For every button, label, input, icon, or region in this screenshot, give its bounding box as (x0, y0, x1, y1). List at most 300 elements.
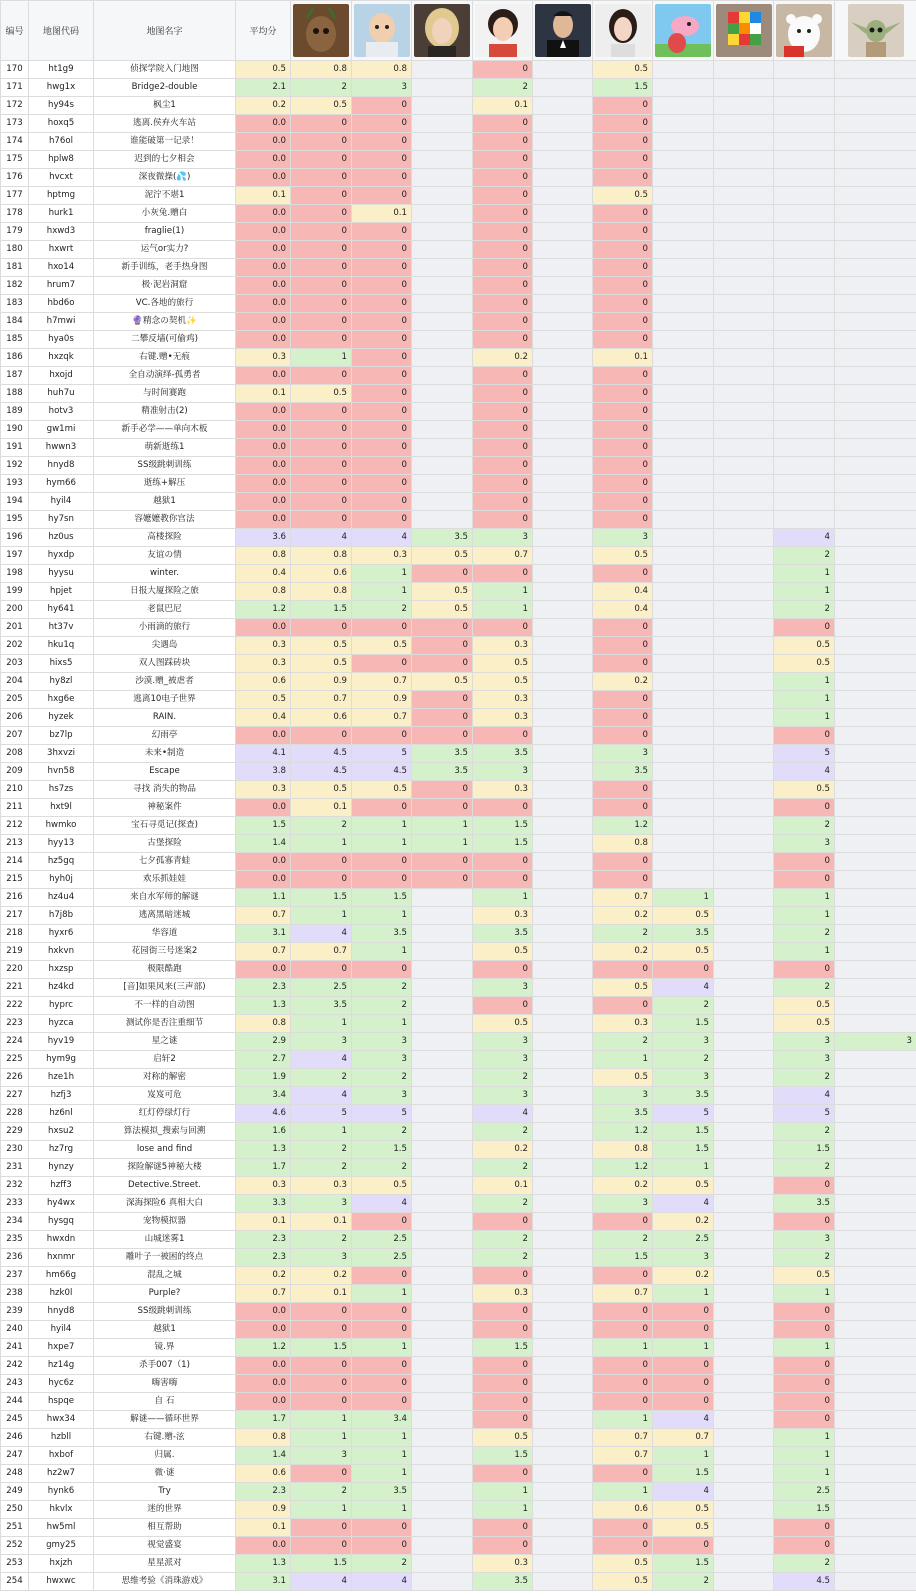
player-score-cell[interactable] (653, 673, 714, 691)
average-score-cell[interactable]: 0.0 (236, 259, 291, 277)
player-score-cell[interactable] (533, 997, 593, 1015)
map-name-cell[interactable]: 混乱之城 (94, 1267, 236, 1285)
player-score-cell[interactable]: 0 (352, 1303, 412, 1321)
player-score-cell[interactable] (835, 691, 916, 709)
player-score-cell[interactable]: 0 (653, 1357, 714, 1375)
average-score-cell[interactable]: 0.1 (236, 385, 291, 403)
player-score-cell[interactable]: 0 (473, 493, 533, 511)
player-score-cell[interactable]: 0.6 (291, 565, 352, 583)
player-score-cell[interactable] (533, 1375, 593, 1393)
player-score-cell[interactable] (714, 1447, 774, 1465)
player-score-cell[interactable]: 0 (653, 961, 714, 979)
player-score-cell[interactable] (412, 1501, 473, 1519)
player-score-cell[interactable]: 0 (291, 187, 352, 205)
table-row[interactable] (1, 997, 916, 1015)
player-score-cell[interactable]: 0 (593, 799, 653, 817)
player-score-cell[interactable]: 0.5 (352, 781, 412, 799)
player-score-cell[interactable]: 3 (291, 1249, 352, 1267)
player-score-cell[interactable]: 2 (774, 547, 835, 565)
table-row[interactable] (1, 187, 916, 205)
table-row[interactable] (1, 97, 916, 115)
player-score-cell[interactable]: 1.5 (473, 817, 533, 835)
player-score-cell[interactable]: 4.5 (774, 1573, 835, 1591)
average-score-cell[interactable]: 3.6 (236, 529, 291, 547)
player-score-cell[interactable]: 1 (352, 1501, 412, 1519)
player-score-cell[interactable]: 3 (352, 1087, 412, 1105)
player-score-cell[interactable] (835, 331, 916, 349)
player-score-cell[interactable] (412, 511, 473, 529)
row-id-cell[interactable]: 188 (1, 385, 29, 403)
player-score-cell[interactable]: 0 (593, 511, 653, 529)
table-row[interactable] (1, 1411, 916, 1429)
player-score-cell[interactable] (533, 637, 593, 655)
player-score-cell[interactable] (412, 1177, 473, 1195)
player-score-cell[interactable]: 0 (352, 187, 412, 205)
map-code-cell[interactable]: hwx34 (29, 1411, 94, 1429)
row-id-cell[interactable]: 216 (1, 889, 29, 907)
player-score-cell[interactable]: 0.7 (352, 709, 412, 727)
player-score-cell[interactable]: 0 (473, 61, 533, 79)
player-score-cell[interactable] (835, 223, 916, 241)
player-score-cell[interactable]: 0 (352, 727, 412, 745)
row-id-cell[interactable]: 204 (1, 673, 29, 691)
row-id-cell[interactable]: 222 (1, 997, 29, 1015)
player-score-cell[interactable] (835, 1411, 916, 1429)
player-score-cell[interactable]: 0 (593, 727, 653, 745)
table-row[interactable] (1, 1051, 916, 1069)
player-score-cell[interactable] (653, 187, 714, 205)
average-score-cell[interactable]: 1.2 (236, 601, 291, 619)
table-row[interactable] (1, 1141, 916, 1159)
player-score-cell[interactable] (835, 1483, 916, 1501)
player-score-cell[interactable] (653, 439, 714, 457)
player-score-cell[interactable] (714, 1519, 774, 1537)
player-score-cell[interactable]: 2 (291, 79, 352, 97)
average-score-cell[interactable]: 2.3 (236, 1249, 291, 1267)
average-score-cell[interactable]: 0.0 (236, 421, 291, 439)
player-score-cell[interactable] (653, 637, 714, 655)
average-score-cell[interactable]: 0.0 (236, 1393, 291, 1411)
row-id-cell[interactable]: 189 (1, 403, 29, 421)
row-id-cell[interactable]: 252 (1, 1537, 29, 1555)
average-score-cell[interactable]: 0.0 (236, 1375, 291, 1393)
table-row[interactable] (1, 259, 916, 277)
table-row[interactable] (1, 943, 916, 961)
player-score-cell[interactable]: 0 (593, 691, 653, 709)
player-score-cell[interactable] (533, 889, 593, 907)
table-row[interactable] (1, 1069, 916, 1087)
player-score-cell[interactable] (533, 259, 593, 277)
player-score-cell[interactable]: 0 (473, 403, 533, 421)
average-score-cell[interactable]: 4.1 (236, 745, 291, 763)
player-score-cell[interactable]: 2 (473, 79, 533, 97)
map-name-cell[interactable]: 花园街三号迷案2 (94, 943, 236, 961)
player-score-cell[interactable]: 4 (352, 1573, 412, 1591)
player-score-cell[interactable]: 1 (774, 691, 835, 709)
player-score-cell[interactable]: 2 (653, 1573, 714, 1591)
player-score-cell[interactable]: 1 (352, 835, 412, 853)
player-score-cell[interactable] (835, 295, 916, 313)
row-id-cell[interactable]: 220 (1, 961, 29, 979)
player-score-cell[interactable] (533, 781, 593, 799)
player-score-cell[interactable]: 1 (291, 1501, 352, 1519)
map-code-cell[interactable]: hyv19 (29, 1033, 94, 1051)
player-score-cell[interactable]: 3 (291, 1447, 352, 1465)
player-score-cell[interactable] (774, 349, 835, 367)
player-score-cell[interactable]: 1 (473, 1501, 533, 1519)
table-row[interactable] (1, 115, 916, 133)
player-score-cell[interactable] (412, 151, 473, 169)
player-score-cell[interactable]: 0.2 (593, 907, 653, 925)
player-score-cell[interactable] (653, 871, 714, 889)
map-code-cell[interactable]: hptmg (29, 187, 94, 205)
player-score-cell[interactable] (774, 475, 835, 493)
row-id-cell[interactable]: 200 (1, 601, 29, 619)
player-score-cell[interactable] (714, 1159, 774, 1177)
player-score-cell[interactable] (835, 1087, 916, 1105)
player-score-cell[interactable] (653, 205, 714, 223)
player-score-cell[interactable] (714, 1501, 774, 1519)
row-id-cell[interactable]: 210 (1, 781, 29, 799)
map-name-cell[interactable]: 容嬷嬷教你宫法 (94, 511, 236, 529)
player-score-cell[interactable]: 1 (352, 1429, 412, 1447)
table-row[interactable] (1, 1249, 916, 1267)
player-score-cell[interactable]: 0 (352, 1375, 412, 1393)
player-score-cell[interactable]: 0 (593, 457, 653, 475)
player-score-cell[interactable]: 0 (593, 367, 653, 385)
map-code-cell[interactable]: hz6nl (29, 1105, 94, 1123)
table-row[interactable] (1, 349, 916, 367)
player-score-cell[interactable] (653, 853, 714, 871)
map-name-cell[interactable]: Detective.Street. (94, 1177, 236, 1195)
average-score-cell[interactable]: 0.0 (236, 133, 291, 151)
player-score-cell[interactable] (533, 1213, 593, 1231)
player-score-cell[interactable]: 1.5 (653, 1555, 714, 1573)
map-name-cell[interactable]: 归属. (94, 1447, 236, 1465)
player-score-cell[interactable] (714, 979, 774, 997)
map-name-cell[interactable]: 谁能破第一记录！ (94, 133, 236, 151)
table-row[interactable] (1, 457, 916, 475)
player-score-cell[interactable] (533, 1357, 593, 1375)
player-score-cell[interactable] (714, 997, 774, 1015)
player-score-cell[interactable]: 0 (352, 475, 412, 493)
average-score-cell[interactable]: 0.8 (236, 583, 291, 601)
table-row[interactable] (1, 1537, 916, 1555)
player-score-cell[interactable]: 2 (291, 1231, 352, 1249)
player-score-cell[interactable] (835, 475, 916, 493)
table-row[interactable] (1, 1105, 916, 1123)
row-id-cell[interactable]: 197 (1, 547, 29, 565)
player-score-cell[interactable] (533, 493, 593, 511)
player-score-cell[interactable]: 0.5 (593, 187, 653, 205)
player-score-cell[interactable] (412, 1447, 473, 1465)
player-score-cell[interactable] (774, 457, 835, 475)
map-code-cell[interactable]: hxkvn (29, 943, 94, 961)
player-score-cell[interactable] (653, 349, 714, 367)
player-score-cell[interactable]: 3 (593, 1195, 653, 1213)
player-score-cell[interactable]: 0 (593, 871, 653, 889)
player-score-cell[interactable]: 0 (774, 871, 835, 889)
table-row[interactable] (1, 691, 916, 709)
player-score-cell[interactable] (533, 367, 593, 385)
player-score-cell[interactable]: 0 (352, 961, 412, 979)
table-row[interactable] (1, 1303, 916, 1321)
player-score-cell[interactable] (774, 205, 835, 223)
player-score-cell[interactable] (533, 349, 593, 367)
player-score-cell[interactable]: 0.5 (774, 1267, 835, 1285)
player-score-cell[interactable]: 0 (412, 871, 473, 889)
player-score-cell[interactable]: 1 (653, 1159, 714, 1177)
player-score-cell[interactable]: 1 (473, 1483, 533, 1501)
player-score-cell[interactable] (412, 1393, 473, 1411)
player-score-cell[interactable]: 0 (352, 1213, 412, 1231)
player-score-cell[interactable] (412, 403, 473, 421)
average-score-cell[interactable]: 0.0 (236, 493, 291, 511)
player-score-cell[interactable]: 0.5 (412, 583, 473, 601)
player-score-cell[interactable] (835, 565, 916, 583)
player-score-cell[interactable] (412, 493, 473, 511)
player-score-cell[interactable]: 2 (352, 601, 412, 619)
map-name-cell[interactable]: 深夜微操(💦) (94, 169, 236, 187)
table-row[interactable] (1, 1573, 916, 1591)
map-name-cell[interactable]: 寻找 消失的物品 (94, 781, 236, 799)
player-score-cell[interactable] (774, 385, 835, 403)
player-score-cell[interactable] (774, 331, 835, 349)
row-id-cell[interactable]: 186 (1, 349, 29, 367)
player-score-cell[interactable]: 0 (352, 115, 412, 133)
map-name-cell[interactable]: 星之谜 (94, 1033, 236, 1051)
player-score-cell[interactable] (714, 1573, 774, 1591)
map-code-cell[interactable]: hrum7 (29, 277, 94, 295)
player-score-cell[interactable]: 2 (473, 1069, 533, 1087)
player-score-cell[interactable] (714, 853, 774, 871)
player-score-cell[interactable]: 0 (473, 259, 533, 277)
player-score-cell[interactable]: 1 (774, 673, 835, 691)
player-score-cell[interactable] (533, 1177, 593, 1195)
player-score-cell[interactable] (835, 1555, 916, 1573)
player-score-cell[interactable]: 1 (352, 1447, 412, 1465)
player-score-cell[interactable]: 3 (473, 1051, 533, 1069)
player-score-cell[interactable]: 1 (774, 709, 835, 727)
player-score-cell[interactable]: 3.5 (352, 925, 412, 943)
player-score-cell[interactable] (412, 1123, 473, 1141)
player-score-cell[interactable] (533, 205, 593, 223)
player-score-cell[interactable] (533, 385, 593, 403)
average-score-cell[interactable]: 0.4 (236, 565, 291, 583)
player-score-cell[interactable]: 0 (352, 169, 412, 187)
player-score-cell[interactable] (653, 421, 714, 439)
player-score-cell[interactable] (835, 349, 916, 367)
player-score-cell[interactable] (714, 889, 774, 907)
map-name-cell[interactable]: 日报大厦探险之旅 (94, 583, 236, 601)
player-score-cell[interactable] (653, 619, 714, 637)
player-score-cell[interactable] (653, 511, 714, 529)
player-score-cell[interactable]: 0.7 (352, 673, 412, 691)
player-score-cell[interactable]: 1.5 (473, 835, 533, 853)
table-row[interactable] (1, 151, 916, 169)
map-name-cell[interactable]: 高楼探险 (94, 529, 236, 547)
row-id-cell[interactable]: 227 (1, 1087, 29, 1105)
player-score-cell[interactable]: 2 (774, 601, 835, 619)
map-code-cell[interactable]: hpjet (29, 583, 94, 601)
player-column-1[interactable] (291, 1, 352, 61)
table-row[interactable] (1, 385, 916, 403)
table-row[interactable] (1, 61, 916, 79)
player-score-cell[interactable]: 0.5 (593, 1069, 653, 1087)
player-score-cell[interactable]: 0 (593, 997, 653, 1015)
player-score-cell[interactable]: 0.5 (774, 1015, 835, 1033)
map-code-cell[interactable]: hxpe7 (29, 1339, 94, 1357)
player-score-cell[interactable] (533, 655, 593, 673)
map-name-cell[interactable]: 逃离.侯弃火车站 (94, 115, 236, 133)
map-code-cell[interactable]: hyysu (29, 565, 94, 583)
player-score-cell[interactable]: 0 (653, 1375, 714, 1393)
player-score-cell[interactable] (835, 925, 916, 943)
average-score-cell[interactable]: 0.0 (236, 277, 291, 295)
player-score-cell[interactable]: 0.5 (774, 637, 835, 655)
player-score-cell[interactable] (835, 1339, 916, 1357)
player-score-cell[interactable] (774, 79, 835, 97)
player-score-cell[interactable]: 0 (291, 1357, 352, 1375)
player-score-cell[interactable]: 5 (774, 1105, 835, 1123)
player-score-cell[interactable] (533, 907, 593, 925)
player-score-cell[interactable] (714, 385, 774, 403)
player-score-cell[interactable]: 0.9 (291, 673, 352, 691)
map-code-cell[interactable]: hbd6o (29, 295, 94, 313)
player-score-cell[interactable]: 0.5 (593, 1573, 653, 1591)
player-score-cell[interactable]: 3.5 (653, 925, 714, 943)
player-column-5[interactable] (533, 1, 593, 61)
average-score-cell[interactable]: 0.0 (236, 799, 291, 817)
player-score-cell[interactable] (533, 313, 593, 331)
average-score-cell[interactable]: 4.6 (236, 1105, 291, 1123)
map-code-cell[interactable]: hzbll (29, 1429, 94, 1447)
player-score-cell[interactable]: 0 (593, 277, 653, 295)
player-score-cell[interactable]: 0 (774, 1537, 835, 1555)
player-score-cell[interactable]: 0 (593, 853, 653, 871)
player-score-cell[interactable] (774, 277, 835, 295)
player-score-cell[interactable] (412, 61, 473, 79)
player-score-cell[interactable]: 3 (473, 979, 533, 997)
player-score-cell[interactable] (835, 853, 916, 871)
player-score-cell[interactable] (412, 1339, 473, 1357)
player-score-cell[interactable] (533, 115, 593, 133)
player-score-cell[interactable]: 0.3 (291, 1177, 352, 1195)
player-score-cell[interactable]: 2 (473, 1195, 533, 1213)
player-score-cell[interactable]: 0.1 (291, 1285, 352, 1303)
map-code-cell[interactable]: h76ol (29, 133, 94, 151)
map-name-cell[interactable]: Purple? (94, 1285, 236, 1303)
player-score-cell[interactable]: 0 (774, 1519, 835, 1537)
map-code-cell[interactable]: hxsu2 (29, 1123, 94, 1141)
player-score-cell[interactable] (412, 1069, 473, 1087)
row-id-cell[interactable]: 187 (1, 367, 29, 385)
player-score-cell[interactable]: 0 (352, 853, 412, 871)
player-score-cell[interactable]: 3.5 (473, 1573, 533, 1591)
player-score-cell[interactable] (835, 763, 916, 781)
map-name-cell[interactable]: SS级跳刺训练 (94, 457, 236, 475)
player-score-cell[interactable] (412, 79, 473, 97)
player-score-cell[interactable] (653, 817, 714, 835)
table-row[interactable] (1, 241, 916, 259)
map-code-cell[interactable]: ht1g9 (29, 61, 94, 79)
player-score-cell[interactable]: 3 (593, 529, 653, 547)
player-score-cell[interactable] (835, 1501, 916, 1519)
average-score-cell[interactable]: 0.1 (236, 187, 291, 205)
player-score-cell[interactable]: 0.3 (593, 1015, 653, 1033)
player-score-cell[interactable]: 1 (473, 601, 533, 619)
player-score-cell[interactable]: 0 (291, 1375, 352, 1393)
player-score-cell[interactable]: 0.2 (473, 1141, 533, 1159)
player-score-cell[interactable] (714, 1141, 774, 1159)
player-score-cell[interactable]: 0 (593, 655, 653, 673)
map-name-cell[interactable]: winter. (94, 565, 236, 583)
player-score-cell[interactable] (714, 1177, 774, 1195)
player-score-cell[interactable] (533, 961, 593, 979)
player-score-cell[interactable]: 0.7 (593, 1285, 653, 1303)
map-code-cell[interactable]: hxt9l (29, 799, 94, 817)
player-score-cell[interactable]: 1.2 (593, 1159, 653, 1177)
player-score-cell[interactable]: 0.5 (774, 781, 835, 799)
player-score-cell[interactable] (714, 1537, 774, 1555)
player-score-cell[interactable]: 1 (291, 835, 352, 853)
header-id[interactable]: 编号 (1, 1, 29, 61)
player-score-cell[interactable]: 2 (473, 1231, 533, 1249)
row-id-cell[interactable]: 182 (1, 277, 29, 295)
player-score-cell[interactable]: 0 (291, 115, 352, 133)
player-score-cell[interactable]: 0 (352, 277, 412, 295)
player-score-cell[interactable]: 0 (593, 619, 653, 637)
player-score-cell[interactable]: 3.5 (774, 1195, 835, 1213)
player-score-cell[interactable]: 0 (352, 1321, 412, 1339)
player-score-cell[interactable] (653, 277, 714, 295)
player-score-cell[interactable] (835, 1141, 916, 1159)
row-id-cell[interactable]: 174 (1, 133, 29, 151)
player-score-cell[interactable]: 2 (352, 1159, 412, 1177)
map-code-cell[interactable]: hxwd3 (29, 223, 94, 241)
header-average-score[interactable]: 平均分 (236, 1, 291, 61)
row-id-cell[interactable]: 211 (1, 799, 29, 817)
player-score-cell[interactable] (533, 1249, 593, 1267)
player-score-cell[interactable]: 1 (352, 565, 412, 583)
player-score-cell[interactable]: 1 (653, 1447, 714, 1465)
player-score-cell[interactable] (835, 403, 916, 421)
player-score-cell[interactable]: 0 (593, 1465, 653, 1483)
player-score-cell[interactable] (774, 403, 835, 421)
average-score-cell[interactable]: 0.3 (236, 637, 291, 655)
row-id-cell[interactable]: 219 (1, 943, 29, 961)
player-column-4[interactable] (473, 1, 533, 61)
player-score-cell[interactable] (714, 691, 774, 709)
average-score-cell[interactable]: 0.0 (236, 169, 291, 187)
row-id-cell[interactable]: 228 (1, 1105, 29, 1123)
player-score-cell[interactable]: 3 (774, 835, 835, 853)
map-code-cell[interactable]: ht37v (29, 619, 94, 637)
player-score-cell[interactable]: 2 (593, 925, 653, 943)
player-score-cell[interactable]: 0.5 (352, 1177, 412, 1195)
table-row[interactable] (1, 1483, 916, 1501)
average-score-cell[interactable]: 2.7 (236, 1051, 291, 1069)
player-score-cell[interactable] (533, 97, 593, 115)
player-score-cell[interactable] (835, 1447, 916, 1465)
player-score-cell[interactable]: 0 (291, 367, 352, 385)
average-score-cell[interactable]: 0.0 (236, 727, 291, 745)
player-score-cell[interactable] (533, 187, 593, 205)
row-id-cell[interactable]: 206 (1, 709, 29, 727)
player-score-cell[interactable]: 0 (593, 385, 653, 403)
player-score-cell[interactable] (533, 1033, 593, 1051)
player-score-cell[interactable] (533, 331, 593, 349)
